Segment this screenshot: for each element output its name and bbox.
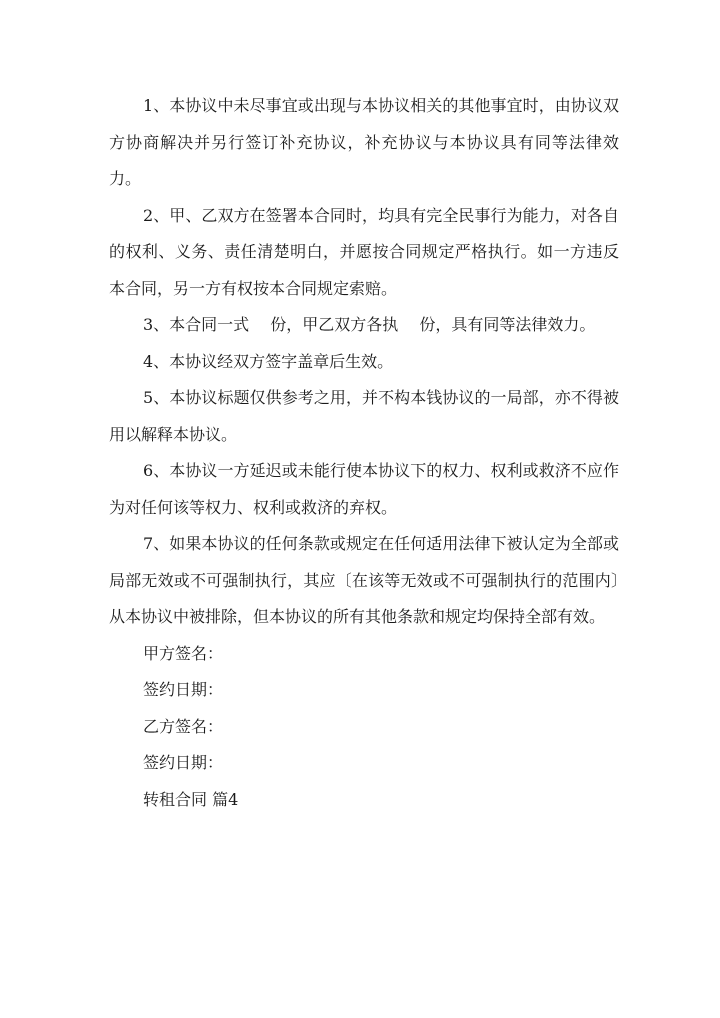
clause-2: 2、甲、乙双方在签署本合同时，均具有完全民事行为能力，对各自的权利、义务、责任清楚明白，并愿按合同规定严格执行。如一方违反本合同，另一方有权按本合同规定索赔。: [109, 205, 619, 298]
party-a-signature-label: 甲方签名：: [143, 643, 224, 663]
clause-3: 3、本合同一式 份，甲乙双方各执 份，具有同等法律效力。: [143, 315, 596, 334]
document-body: [109, 88, 619, 818]
clause-1: 1、本协议中未尽事宜或出现与本协议相关的其他事宜时，由协议双方协商解决并另行签订补充协议，补充协议与本协议具有同等法律效力。: [109, 96, 619, 188]
party-b-date-label: 签约日期：: [143, 753, 224, 772]
clause-7: 7、如果本协议的任何条款或规定在任何适用法律下被认定为全部或局部无效或不可强制执行，其应〔在该等无效或不可强制执行的范围内〕从本协议中被排除，但本协议的所有其他条款和规定均保持全部有效。: [109, 534, 619, 626]
clause-6: 6、本协议一方延迟或未能行使本协议下的权力、权利或救济不应作为对任何该等权力、权利或救济的弃权。: [109, 461, 619, 517]
clause-4: 4、本协议经双方签字盖章后生效。: [143, 351, 394, 371]
next-section-heading: 转租合同 篇4: [143, 789, 239, 809]
party-a-date-label: 签约日期：: [143, 680, 224, 699]
party-b-signature-label: 乙方签名：: [143, 716, 224, 736]
clause-5: 5、本协议标题仅供参考之用，并不构本钱协议的一局部，亦不得被用以解释本协议。: [109, 388, 619, 444]
